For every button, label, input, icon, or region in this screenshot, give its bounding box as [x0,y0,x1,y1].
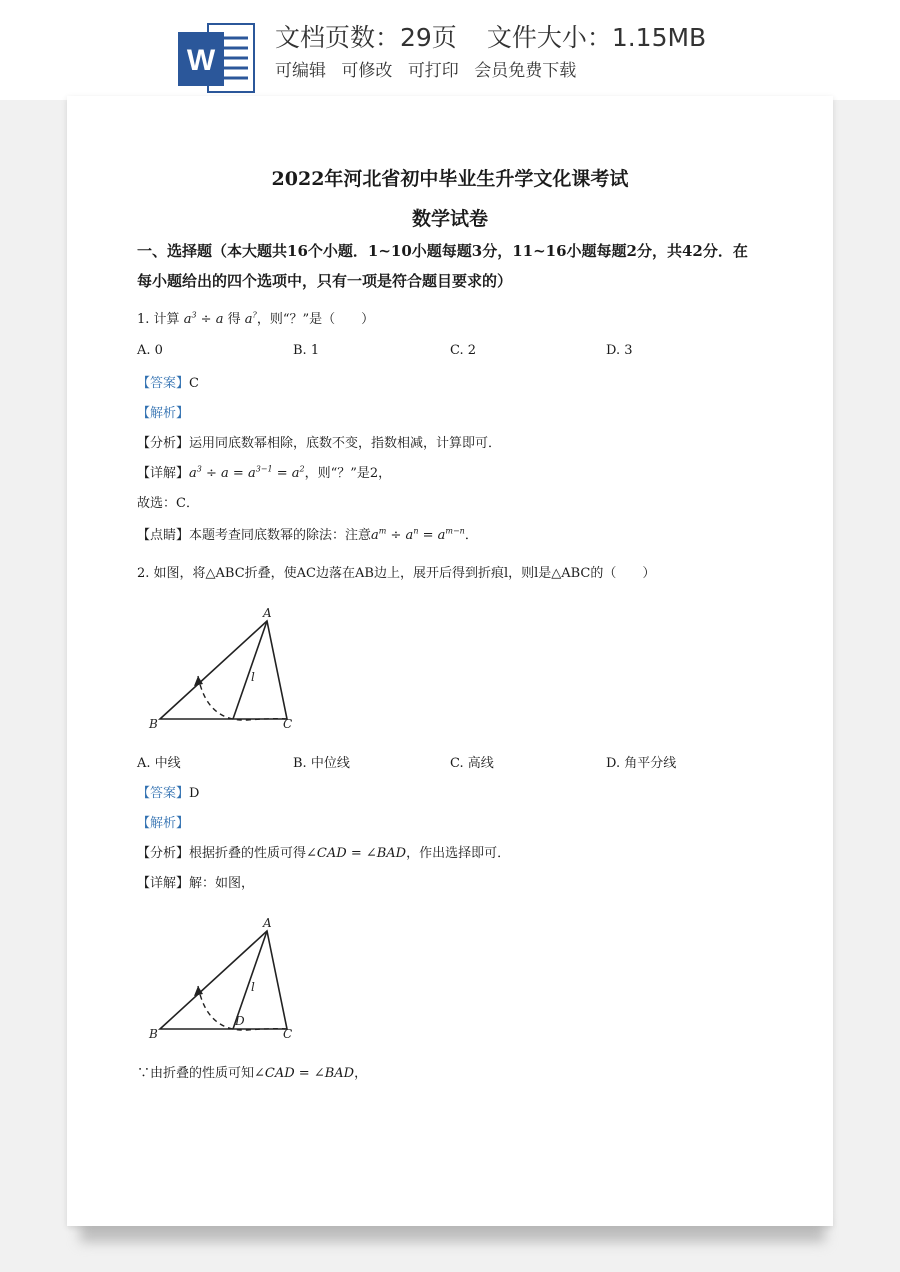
feature-editable: 可编辑 [275,61,326,81]
q1-option-a: A. 0 [137,343,163,358]
svg-text:B: B [149,1027,158,1039]
header-banner [0,0,900,100]
document-subtitle: 数学试卷 [411,208,488,230]
file-size-text: 文件大小：1.15MB [486,23,707,52]
word-document-icon [178,20,258,96]
svg-text:A: A [263,916,272,930]
header-features [275,56,586,81]
question-2-stem: 2. 如图，将△ABC折叠，使AC边落在AB边上，展开后得到折痕l，则l是△ABC的（ ） [137,566,656,581]
q1-choice: 故选：C． [137,496,199,511]
svg-text:W: W [186,44,216,77]
q1-option-c: C. 2 [450,343,477,358]
q1-fenxi: 【分析】运用同底数幂相除，底数不变，指数相减，计算即可． [137,436,502,451]
svg-text:C: C [283,717,293,729]
feature-modifiable: 可修改 [341,61,393,81]
q2-xiangjie: 【详解】解：如图， [137,876,255,891]
feature-printable: 可打印 [407,61,459,81]
q1-analysis-label: 【解析】 [137,406,190,421]
q2-option-c: C. 高线 [450,756,494,771]
feature-free-download: 会员免费下载 [474,61,577,81]
document-title: 2022年河北省初中毕业生升学文化课考试 [271,168,629,190]
q1-option-b: B. 1 [293,343,320,358]
header-title [275,18,706,54]
svg-text:D: D [235,1014,245,1028]
q2-option-b: B. 中位线 [293,756,350,771]
svg-text:A: A [263,606,272,620]
document-page [67,96,833,1226]
section-heading-line1: 一、选择题（本大题共16个小题．1~10小题每题3分，11~16小题每题2分，共42分．在 [137,242,748,260]
section-heading-line2: 每小题给出的四个选项中，只有一项是符合题目要求的） [137,272,513,290]
q1-option-d: D. 3 [606,343,633,358]
q2-fenxi: 【分析】根据折叠的性质可得∠CAD = ∠BAD，作出选择即可． [137,846,511,861]
q2-because: ∵由折叠的性质可知∠CAD = ∠BAD， [137,1066,368,1081]
page-count-text: 文档页数：29页 [275,23,457,52]
q1-dianjing: 【点睛】本题考查同底数幂的除法：注意$a^m \div a^n = a^{m-n}$． [137,526,478,543]
triangle-figure-1 [147,604,307,729]
q2-option-d: D. 角平分线 [606,756,677,771]
q1-xiangjie: 【详解】$a^3 \div a = a^{3-1} = a^2$，则“？”是2， [137,464,392,481]
q2-option-a: A. 中线 [137,756,181,771]
question-1-stem: 1. 计算 $a^3 \div a$ 得 a?，则“？”是（ ） [137,310,375,327]
svg-text:C: C [283,1027,293,1039]
svg-text:l: l [251,670,255,684]
svg-text:l: l [251,980,255,994]
triangle-figure-2 [147,914,307,1039]
q2-answer: 【答案】D [137,786,200,801]
svg-text:B: B [149,717,158,729]
q1-answer: 【答案】C [137,376,199,391]
q2-analysis-label: 【解析】 [137,816,190,831]
